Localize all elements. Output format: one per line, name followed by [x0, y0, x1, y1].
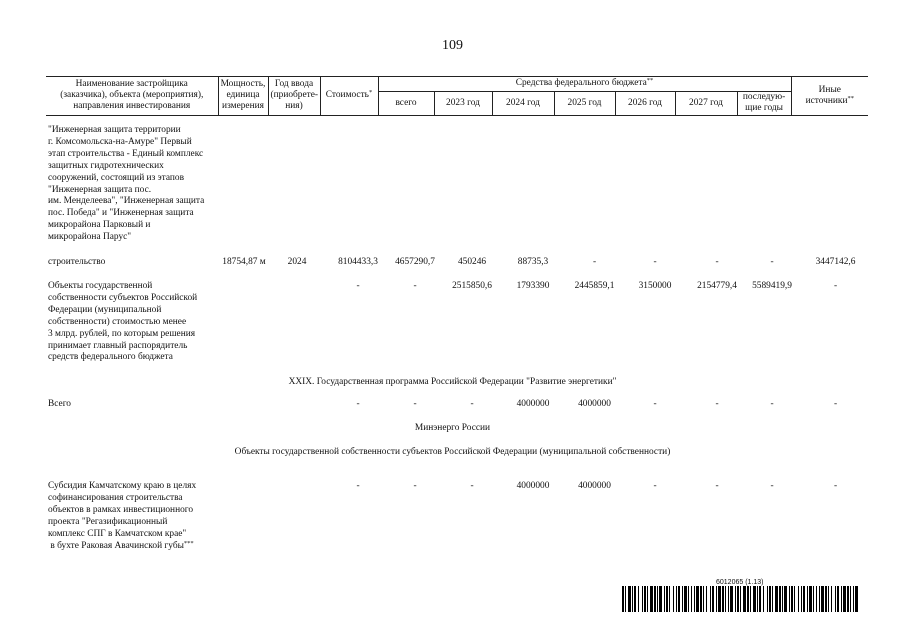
row-total: - [413, 399, 417, 409]
row-year: 2024 [287, 257, 307, 267]
header-year: Год ввода (приобрете- ния) [268, 77, 320, 116]
row-cost: - [356, 399, 360, 409]
row-total: - [413, 481, 417, 491]
header-later-years: последую- щие годы [737, 92, 791, 116]
row-2024: 88735,3 [517, 257, 549, 267]
row-2025: - [592, 257, 597, 267]
row-2026: - [653, 257, 657, 267]
row-later: - [770, 257, 774, 267]
row-2027: - [715, 257, 719, 267]
row-2024: 4000000 [516, 481, 550, 491]
row-2027: - [715, 481, 719, 491]
row-name: Всего [48, 399, 71, 409]
row-total: - [413, 281, 417, 291]
row-2023: - [470, 399, 474, 409]
row-2026: 3150000 [638, 281, 672, 291]
row-2025: 4000000 [578, 481, 611, 491]
header-other-sources: Иные источники** [791, 77, 868, 116]
program-title: XXIX. Государственная программа Российской Федерации "Развитие энергетики" [288, 377, 617, 387]
row-name: строительство [48, 257, 106, 267]
table-header [46, 76, 868, 116]
row-other: - [833, 481, 838, 491]
header-2025: 2025 год [554, 92, 615, 116]
row-cost: - [356, 481, 360, 491]
row-2027: - [715, 399, 719, 409]
row-name: Объекты государственной собственности субъектов Российской Федерации (муниципальной собственности) стоимостью менее 3 млрд. рублей, по которым решения принимает главный распорядитель средств федерального бюджета [48, 281, 198, 363]
header-total: всего [378, 92, 434, 116]
row-2026: - [653, 399, 657, 409]
row-capacity: 18754,87 м [222, 257, 266, 267]
header-2026: 2026 год [615, 92, 675, 116]
barcode-label: 6012065 (1.13) [716, 579, 764, 586]
row-cost: 8104433,3 [338, 257, 378, 267]
project-title: "Инженерная защита территории г. Комсомольска-на-Амуре" Первый этап строительства - Единый комплекс защитных гидротехнических сооружений, состоящий из этапов "Инженерная защита пос. им. Менделеева", "Инженерная защита пос. Победа" и "Инженерная защита микрорайона Парковый и микрорайона Парус" [48, 125, 205, 243]
row-2024: 4000000 [516, 399, 550, 409]
row-2024: 1793390 [516, 281, 550, 291]
objects-title: Объекты государственной собственности субъектов Российской Федерации (муниципальной собственности) [234, 447, 671, 457]
row-2023: - [470, 481, 474, 491]
row-later: 5589419,9 [752, 281, 792, 291]
row-2023: 2515850,6 [452, 281, 492, 291]
ministry-title: Минэнерго России [414, 423, 491, 433]
row-other: - [833, 399, 838, 409]
row-cost: - [356, 281, 360, 291]
header-cost: Стоимость* [320, 77, 378, 116]
row-2025: 2445859,1 [574, 281, 615, 291]
row-name: Субсидия Камчатскому краю в целях софинансирования строительства объектов в рамках инвестиционного проекта "Регазификационный комплекс СПГ в Камчатском крае" в бухте Раковая Авачинской губы*** [48, 481, 197, 551]
barcode-image [622, 586, 858, 612]
header-capacity: Мощность, единица измерения [218, 77, 268, 116]
header-2023: 2023 год [434, 92, 492, 116]
header-2024: 2024 год [492, 92, 554, 116]
row-2026: - [653, 481, 657, 491]
row-later: - [770, 399, 774, 409]
row-2027: 2154779,4 [697, 281, 737, 291]
row-2025: 4000000 [578, 399, 611, 409]
row-other: 3447142,6 [815, 257, 856, 267]
header-federal-budget: Средства федерального бюджета** [378, 77, 791, 92]
row-other: - [833, 281, 838, 291]
row-total: 4657290,7 [395, 257, 435, 267]
header-2027: 2027 год [675, 92, 737, 116]
header-name: Наименование застройщика (заказчика), объекта (мероприятия), направления инвестирования [46, 77, 218, 116]
row-later: - [770, 481, 774, 491]
row-2023: 450246 [457, 257, 487, 267]
page-number: 109 [442, 38, 463, 53]
